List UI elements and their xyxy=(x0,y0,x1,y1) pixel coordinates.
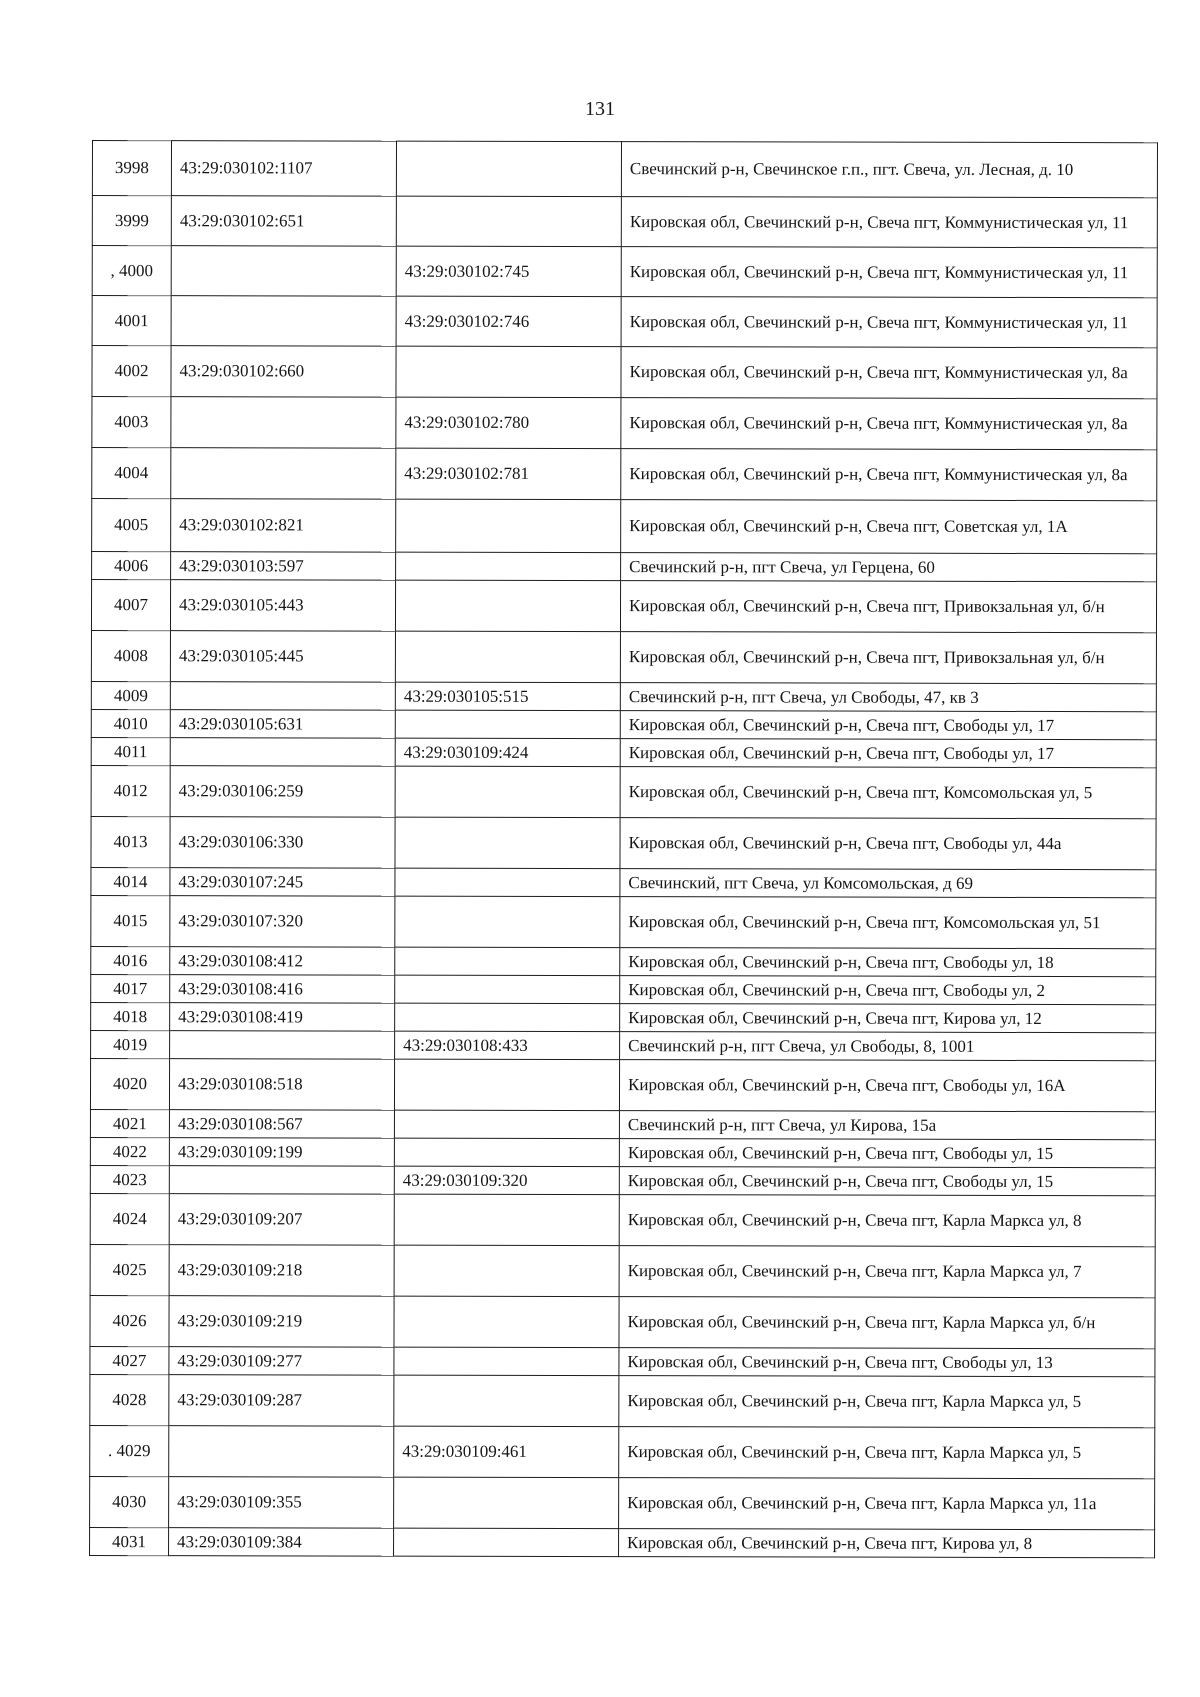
row-number-cell: 4016 xyxy=(91,946,170,974)
row-number-cell: 4001 xyxy=(92,296,171,346)
related-cadastral-cell xyxy=(394,1245,619,1296)
cadastral-number-cell: 43:29:030109:207 xyxy=(169,1194,394,1245)
address-cell: Кировская обл, Свечинский р-н, Свеча пгт, Кирова ул, 8 xyxy=(619,1529,1155,1558)
related-cadastral-cell xyxy=(394,1296,619,1347)
cadastral-number-cell: 43:29:030102:821 xyxy=(171,499,396,552)
related-cadastral-cell xyxy=(394,1347,619,1375)
table-row xyxy=(92,552,1157,582)
row-number-cell: 4027 xyxy=(90,1346,169,1374)
address-cell: Кировская обл, Свечинский р-н, Свеча пгт, Коммунистическая ул, 11 xyxy=(621,297,1157,348)
related-cadastral-cell xyxy=(396,346,621,397)
row-number-cell: , 4000 xyxy=(92,246,171,296)
address-cell: Кировская обл, Свечинский р-н, Свеча пгт, Свободы ул, 18 xyxy=(620,948,1156,977)
address-cell: Свечинский, пгт Свеча, ул Комсомольская, д 69 xyxy=(620,869,1156,898)
row-number-cell: 4007 xyxy=(91,580,170,631)
row-number-cell: 4010 xyxy=(91,709,170,737)
table-row xyxy=(91,816,1156,869)
table-row xyxy=(91,580,1156,633)
related-cadastral-cell xyxy=(394,1138,619,1166)
address-cell: Свечинский р-н, пгт Свеча, ул Герцена, 60 xyxy=(621,553,1157,582)
table-row xyxy=(91,867,1156,897)
table-row xyxy=(91,631,1156,684)
table-row xyxy=(90,1165,1155,1195)
table-row xyxy=(90,1193,1155,1246)
address-cell: Кировская обл, Свечинский р-н, Свеча пгт, Карла Маркса ул, 5 xyxy=(619,1376,1155,1428)
row-number-cell: 4008 xyxy=(91,631,170,682)
cadastral-number-cell: 43:29:030105:445 xyxy=(170,631,395,682)
cadastral-number-cell: 43:29:030108:416 xyxy=(170,975,395,1003)
row-number-cell: 4021 xyxy=(90,1109,169,1137)
address-cell: Кировская обл, Свечинский р-н, Свеча пгт, Свободы ул, 17 xyxy=(620,711,1156,740)
related-cadastral-cell: 43:29:030105:515 xyxy=(395,682,620,710)
related-cadastral-cell xyxy=(396,141,621,196)
related-cadastral-cell xyxy=(396,552,621,580)
table-row xyxy=(90,1476,1155,1529)
table-row xyxy=(91,681,1156,711)
address-cell: Кировская обл, Свечинский р-н, Свеча пгт, Комсомольская ул, 51 xyxy=(620,897,1156,949)
row-number-cell: 4020 xyxy=(90,1058,169,1109)
address-cell: Кировская обл, Свечинский р-н, Свеча пгт, Свободы ул, 15 xyxy=(619,1139,1155,1168)
row-number-cell: 4013 xyxy=(91,816,170,867)
row-number-cell: 4024 xyxy=(90,1193,169,1244)
cadastral-number-cell: 43:29:030109:287 xyxy=(169,1375,394,1426)
cadastral-number-cell: 43:29:030105:631 xyxy=(170,710,395,738)
related-cadastral-cell xyxy=(395,1003,620,1031)
row-number-cell: 4030 xyxy=(90,1476,169,1527)
cadastral-number-cell xyxy=(170,682,395,710)
row-number-cell: 4028 xyxy=(90,1374,169,1425)
address-cell: Кировская обл, Свечинский р-н, Свеча пгт, Кирова ул, 12 xyxy=(620,1004,1156,1033)
row-number-cell: 4019 xyxy=(91,1030,170,1058)
address-cell: Кировская обл, Свечинский р-н, Свеча пгт, Свободы ул, 2 xyxy=(620,976,1156,1005)
address-cell: Кировская обл, Свечинский р-н, Свеча пгт, Коммунистическая ул, 8а xyxy=(621,398,1157,450)
row-number-cell: . 4029 xyxy=(90,1425,169,1476)
address-cell: Кировская обл, Свечинский р-н, Свеча пгт, Свободы ул, 15 xyxy=(619,1167,1155,1196)
table-row xyxy=(92,346,1157,399)
address-cell: Кировская обл, Свечинский р-н, Свеча пгт, Карла Маркса ул, б/н xyxy=(619,1297,1155,1349)
related-cadastral-cell xyxy=(394,1059,619,1110)
address-cell: Кировская обл, Свечинский р-н, Свеча пгт, Свободы ул, 17 xyxy=(620,739,1156,768)
table-row xyxy=(91,1030,1156,1060)
row-number-cell: 3999 xyxy=(92,196,171,246)
registry-table xyxy=(89,140,1158,1558)
related-cadastral-cell xyxy=(395,975,620,1003)
cadastral-number-cell: 43:29:030102:1107 xyxy=(171,141,396,196)
cadastral-number-cell xyxy=(171,246,396,296)
related-cadastral-cell xyxy=(394,1110,619,1138)
address-cell: Кировская обл, Свечинский р-н, Свеча пгт, Карла Маркса ул, 8 xyxy=(619,1195,1155,1247)
table-row xyxy=(92,296,1157,348)
cadastral-number-cell: 43:29:030102:660 xyxy=(171,346,396,397)
cadastral-number-cell: 43:29:030109:355 xyxy=(169,1477,394,1528)
cadastral-number-cell: 43:29:030106:259 xyxy=(170,766,395,817)
table-row xyxy=(90,1295,1155,1348)
table-row xyxy=(90,1527,1155,1557)
address-cell: Свечинский р-н, Свечинское г.п., пгт. Свеча, ул. Лесная, д. 10 xyxy=(621,142,1157,198)
related-cadastral-cell xyxy=(395,947,620,975)
address-cell: Свечинский р-н, пгт Свеча, ул Свободы, 8, 1001 xyxy=(620,1032,1156,1061)
table-row xyxy=(91,737,1156,767)
row-number-cell: 4005 xyxy=(92,499,171,552)
row-number-cell: 4002 xyxy=(92,346,171,397)
cadastral-number-cell: 43:29:030103:597 xyxy=(171,552,396,580)
related-cadastral-cell xyxy=(396,499,621,552)
row-number-cell: 4031 xyxy=(90,1527,169,1555)
address-cell: Свечинский р-н, пгт Свеча, ул Кирова, 15а xyxy=(619,1111,1155,1140)
related-cadastral-cell: 43:29:030102:746 xyxy=(396,296,621,346)
row-number-cell: 4003 xyxy=(92,397,171,448)
row-number-cell: 4006 xyxy=(92,552,171,580)
cadastral-number-cell: 43:29:030108:567 xyxy=(169,1110,394,1138)
cadastral-number-cell: 43:29:030109:219 xyxy=(169,1296,394,1347)
address-cell: Кировская обл, Свечинский р-н, Свеча пгт, Коммунистическая ул, 8а xyxy=(621,449,1157,501)
table-row xyxy=(91,709,1156,739)
cadastral-number-cell: 43:29:030109:384 xyxy=(169,1528,394,1556)
related-cadastral-cell xyxy=(394,1375,619,1426)
related-cadastral-cell xyxy=(395,631,620,682)
table-row xyxy=(90,1346,1155,1376)
address-cell: Свечинский р-н, пгт Свеча, ул Свободы, 47, кв 3 xyxy=(620,683,1156,712)
cadastral-number-cell: 43:29:030107:320 xyxy=(170,896,395,947)
cadastral-number-cell: 43:29:030108:518 xyxy=(169,1059,394,1110)
address-cell: Кировская обл, Свечинский р-н, Свеча пгт, Привокзальная ул, б/н xyxy=(620,581,1156,633)
cadastral-number-cell: 43:29:030102:651 xyxy=(171,196,396,246)
table-row xyxy=(91,1002,1156,1032)
address-cell: Кировская обл, Свечинский р-н, Свеча пгт, Коммунистическая ул, 11 xyxy=(621,247,1157,298)
table-row xyxy=(91,974,1156,1004)
cadastral-number-cell: 43:29:030109:199 xyxy=(169,1138,394,1166)
row-number-cell: 4022 xyxy=(90,1137,169,1165)
cadastral-number-cell: 43:29:030108:412 xyxy=(170,947,395,975)
table-row xyxy=(90,1058,1155,1111)
address-cell: Кировская обл, Свечинский р-н, Свеча пгт, Свободы ул, 16А xyxy=(619,1060,1155,1112)
table-body xyxy=(90,141,1158,1558)
table-row xyxy=(90,1109,1155,1139)
related-cadastral-cell xyxy=(395,766,620,817)
related-cadastral-cell xyxy=(395,868,620,896)
table-row xyxy=(91,765,1156,818)
row-number-cell: 4023 xyxy=(90,1165,169,1193)
cadastral-number-cell xyxy=(169,1166,394,1194)
related-cadastral-cell xyxy=(395,817,620,868)
table-row xyxy=(90,1425,1155,1478)
related-cadastral-cell xyxy=(394,1477,619,1528)
row-number-cell: 4017 xyxy=(91,974,170,1002)
table-row xyxy=(91,946,1156,976)
related-cadastral-cell: 43:29:030109:461 xyxy=(394,1426,619,1477)
related-cadastral-cell: 43:29:030109:424 xyxy=(395,738,620,766)
cadastral-number-cell xyxy=(171,397,396,448)
cadastral-number-cell xyxy=(171,448,396,499)
address-cell: Кировская обл, Свечинский р-н, Свеча пгт, Коммунистическая ул, 11 xyxy=(621,197,1157,248)
table-row xyxy=(91,895,1156,948)
address-cell: Кировская обл, Свечинский р-н, Свеча пгт, Карла Маркса ул, 5 xyxy=(619,1427,1155,1479)
cadastral-number-cell: 43:29:030106:330 xyxy=(170,817,395,868)
row-number-cell: 4025 xyxy=(90,1244,169,1295)
cadastral-number-cell xyxy=(171,296,396,346)
table-row xyxy=(92,448,1157,501)
row-number-cell: 4004 xyxy=(92,448,171,499)
address-cell: Кировская обл, Свечинский р-н, Свеча пгт, Комсомольская ул, 5 xyxy=(620,767,1156,819)
related-cadastral-cell xyxy=(395,896,620,947)
cadastral-number-cell: 43:29:030108:419 xyxy=(170,1003,395,1031)
row-number-cell: 3998 xyxy=(92,141,171,196)
address-cell: Кировская обл, Свечинский р-н, Свеча пгт, Коммунистическая ул, 8а xyxy=(621,347,1157,399)
cadastral-number-cell: 43:29:030109:218 xyxy=(169,1245,394,1296)
table-row xyxy=(92,246,1157,298)
related-cadastral-cell: 43:29:030108:433 xyxy=(395,1031,620,1059)
row-number-cell: 4014 xyxy=(91,867,170,895)
table-row xyxy=(90,1374,1155,1427)
table-row xyxy=(92,499,1157,554)
row-number-cell: 4012 xyxy=(91,765,170,816)
cadastral-number-cell: 43:29:030109:277 xyxy=(169,1347,394,1375)
address-cell: Кировская обл, Свечинский р-н, Свеча пгт, Советская ул, 1А xyxy=(621,500,1157,554)
related-cadastral-cell: 43:29:030109:320 xyxy=(394,1166,619,1194)
address-cell: Кировская обл, Свечинский р-н, Свеча пгт, Карла Маркса ул, 11а xyxy=(619,1478,1155,1530)
row-number-cell: 4018 xyxy=(91,1002,170,1030)
related-cadastral-cell xyxy=(394,1528,619,1556)
table-row xyxy=(92,397,1157,450)
table-row xyxy=(90,1137,1155,1167)
cadastral-number-cell: 43:29:030105:443 xyxy=(170,580,395,631)
row-number-cell: 4026 xyxy=(90,1295,169,1346)
cadastral-number-cell xyxy=(170,1031,395,1059)
cadastral-number-cell: 43:29:030107:245 xyxy=(170,868,395,896)
related-cadastral-cell: 43:29:030102:780 xyxy=(396,397,621,448)
row-number-cell: 4015 xyxy=(91,895,170,946)
cadastral-number-cell xyxy=(169,1426,394,1477)
page-number: 131 xyxy=(585,98,615,120)
address-cell: Кировская обл, Свечинский р-н, Свеча пгт, Свободы ул, 13 xyxy=(619,1348,1155,1377)
address-cell: Кировская обл, Свечинский р-н, Свеча пгт, Карла Маркса ул, 7 xyxy=(619,1246,1155,1298)
related-cadastral-cell xyxy=(396,196,621,246)
address-cell: Кировская обл, Свечинский р-н, Свеча пгт, Привокзальная ул, б/н xyxy=(620,632,1156,684)
table-row xyxy=(90,1244,1155,1297)
related-cadastral-cell xyxy=(395,710,620,738)
related-cadastral-cell: 43:29:030102:745 xyxy=(396,246,621,296)
table-row xyxy=(92,196,1157,248)
table-row xyxy=(92,141,1157,198)
related-cadastral-cell xyxy=(395,580,620,631)
row-number-cell: 4009 xyxy=(91,681,170,709)
row-number-cell: 4011 xyxy=(91,737,170,765)
address-cell: Кировская обл, Свечинский р-н, Свеча пгт, Свободы ул, 44а xyxy=(620,818,1156,870)
related-cadastral-cell xyxy=(394,1194,619,1245)
related-cadastral-cell: 43:29:030102:781 xyxy=(396,448,621,499)
cadastral-number-cell xyxy=(170,738,395,766)
